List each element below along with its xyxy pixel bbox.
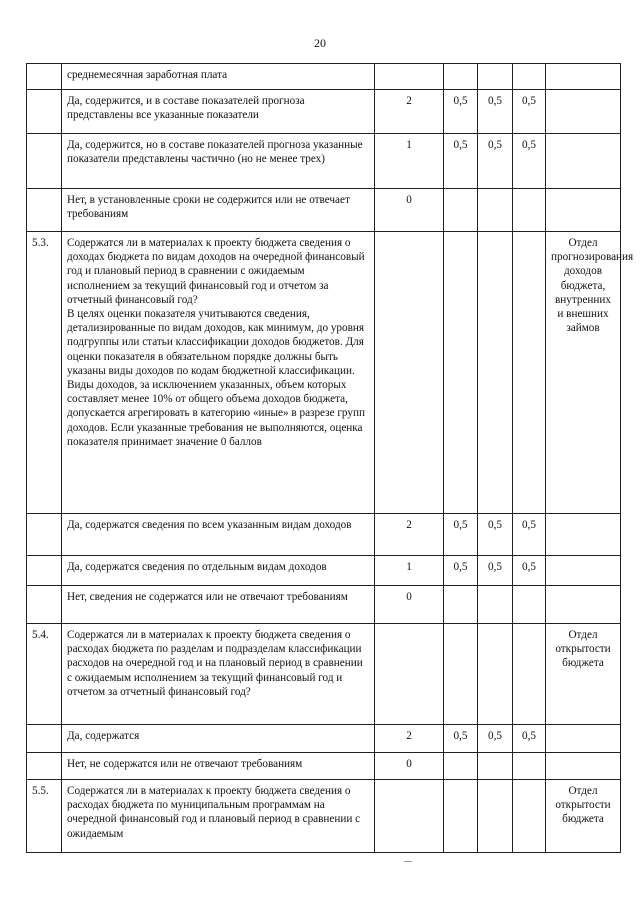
score-cell xyxy=(375,64,444,90)
weight-cell xyxy=(478,232,513,514)
weight-cell: 0,5 xyxy=(513,514,546,556)
responsible-department-cell xyxy=(546,586,621,624)
weight-cell xyxy=(478,624,513,725)
row-number-cell: 5.3. xyxy=(27,232,62,514)
weight-cell xyxy=(444,64,478,90)
responsible-department-cell xyxy=(546,556,621,586)
row-number-cell xyxy=(27,64,62,90)
weight-cell: 0,5 xyxy=(513,556,546,586)
criterion-text-cell: Нет, не содержатся или не отвечают требованиям xyxy=(62,753,375,780)
criterion-text-cell: Да, содержится, но в составе показателей прогноза указанные показатели представлены частично (но не менее трех) xyxy=(62,134,375,189)
responsible-department-cell: Отдел открытости бюджета xyxy=(546,780,621,853)
table-row xyxy=(27,90,621,134)
weight-cell: 0,5 xyxy=(478,556,513,586)
weight-cell xyxy=(444,586,478,624)
score-cell xyxy=(375,624,444,725)
weight-cell xyxy=(513,232,546,514)
row-number-cell: 5.4. xyxy=(27,624,62,725)
responsible-department-cell xyxy=(546,189,621,232)
weight-cell xyxy=(478,189,513,232)
criterion-text-cell: Да, содержится, и в составе показателей прогноза представлены все указанные показатели xyxy=(62,90,375,134)
weight-cell: 0,5 xyxy=(478,514,513,556)
score-cell: 2 xyxy=(375,725,444,753)
responsible-department-cell: Отдел открытости бюджета xyxy=(546,624,621,725)
row-number-cell: 5.5. xyxy=(27,780,62,853)
weight-cell: 0,5 xyxy=(444,725,478,753)
responsible-department-cell xyxy=(546,90,621,134)
score-cell xyxy=(375,780,444,853)
score-cell: 0 xyxy=(375,586,444,624)
criterion-text-cell: Содержатся ли в материалах к проекту бюджета сведения о доходах бюджета по видам доходов на очередной финансовый год и плановый период в сравнении с ожидаемым исполнением за текущий финансовый год и отчетом за отчетный финансовый год? В целях оценки показателя учитываются сведения, детализированные по видам доходов, как минимум, до уровня подгруппы или статьи классификации доходов бюджетов. Для оценки показателя в обязательном порядке должны быть указаны виды доходов по кодам бюджетной классификации. Виды доходов, за исключением указанных, объем которых составляет менее 10% от общего объема доходов бюджета, допускается агрегировать в категорию «иные» в разрезе групп доходов. Если указанные требования не выполняются, оценка показателя принимает значение 0 баллов xyxy=(62,232,375,514)
table-row xyxy=(27,725,621,753)
table-row xyxy=(27,556,621,586)
weight-cell: 0,5 xyxy=(444,90,478,134)
weight-cell xyxy=(513,753,546,780)
score-cell: 1 xyxy=(375,556,444,586)
score-cell: 1 xyxy=(375,134,444,189)
criterion-text-cell: Нет, сведения не содержатся или не отвечают требованиям xyxy=(62,586,375,624)
responsible-department-cell xyxy=(546,64,621,90)
weight-cell xyxy=(513,64,546,90)
table-row xyxy=(27,586,621,624)
weight-cell xyxy=(513,624,546,725)
weight-cell xyxy=(444,232,478,514)
page-number: 20 xyxy=(314,36,326,50)
weight-cell xyxy=(478,586,513,624)
criterion-text-cell: Да, содержатся сведения по всем указанным видам доходов xyxy=(62,514,375,556)
table-row xyxy=(27,232,621,514)
weight-cell xyxy=(478,64,513,90)
score-cell: 2 xyxy=(375,514,444,556)
criteria-table xyxy=(26,63,634,853)
weight-cell xyxy=(513,780,546,853)
scan-mark xyxy=(404,861,412,862)
row-number-cell xyxy=(27,556,62,586)
weight-cell: 0,5 xyxy=(478,90,513,134)
weight-cell: 0,5 xyxy=(513,134,546,189)
weight-cell: 0,5 xyxy=(513,725,546,753)
table-row xyxy=(27,514,621,556)
criterion-text-cell: Да, содержатся xyxy=(62,725,375,753)
criterion-text-cell: Да, содержатся сведения по отдельным видам доходов xyxy=(62,556,375,586)
weight-cell xyxy=(513,189,546,232)
criterion-text-cell: Нет, в установленные сроки не содержится или не отвечает требованиям xyxy=(62,189,375,232)
responsible-department-cell: Отдел прогнозирования доходов бюджета, внутренних и внешних займов xyxy=(546,232,621,514)
weight-cell: 0,5 xyxy=(513,90,546,134)
responsible-department-cell xyxy=(546,725,621,753)
weight-cell xyxy=(478,780,513,853)
weight-cell xyxy=(444,753,478,780)
weight-cell xyxy=(444,624,478,725)
responsible-department-cell xyxy=(546,514,621,556)
score-cell: 0 xyxy=(375,189,444,232)
weight-cell: 0,5 xyxy=(478,725,513,753)
weight-cell: 0,5 xyxy=(478,134,513,189)
table-row xyxy=(27,134,621,189)
weight-cell xyxy=(478,753,513,780)
table-row xyxy=(27,189,621,232)
weight-cell: 0,5 xyxy=(444,556,478,586)
score-cell: 0 xyxy=(375,753,444,780)
row-number-cell xyxy=(27,134,62,189)
row-number-cell xyxy=(27,586,62,624)
score-cell: 2 xyxy=(375,90,444,134)
row-number-cell xyxy=(27,753,62,780)
weight-cell xyxy=(444,780,478,853)
row-number-cell xyxy=(27,189,62,232)
criterion-text-cell: Содержатся ли в материалах к проекту бюджета сведения о расходах бюджета по муниципальным программам на очередной финансовый год и плановый период в сравнении с ожидаемым xyxy=(62,780,375,853)
criterion-text-cell: среднемесячная заработная плата xyxy=(62,64,375,90)
row-number-cell xyxy=(27,514,62,556)
weight-cell: 0,5 xyxy=(444,514,478,556)
row-number-cell xyxy=(27,725,62,753)
weight-cell: 0,5 xyxy=(444,134,478,189)
table-row xyxy=(27,64,621,90)
criterion-text-cell: Содержатся ли в материалах к проекту бюджета сведения о расходах бюджета по разделам и подразделам классификации расходов на очередной год и на плановый период в сравнении с ожидаемым исполнением за текущий финансовый год и отчетом за отчетный финансовый год? xyxy=(62,624,375,725)
responsible-department-cell xyxy=(546,753,621,780)
score-cell xyxy=(375,232,444,514)
table-row xyxy=(27,780,621,853)
row-number-cell xyxy=(27,90,62,134)
table-row xyxy=(27,624,621,725)
weight-cell xyxy=(513,586,546,624)
responsible-department-cell xyxy=(546,134,621,189)
weight-cell xyxy=(444,189,478,232)
table-row xyxy=(27,753,621,780)
